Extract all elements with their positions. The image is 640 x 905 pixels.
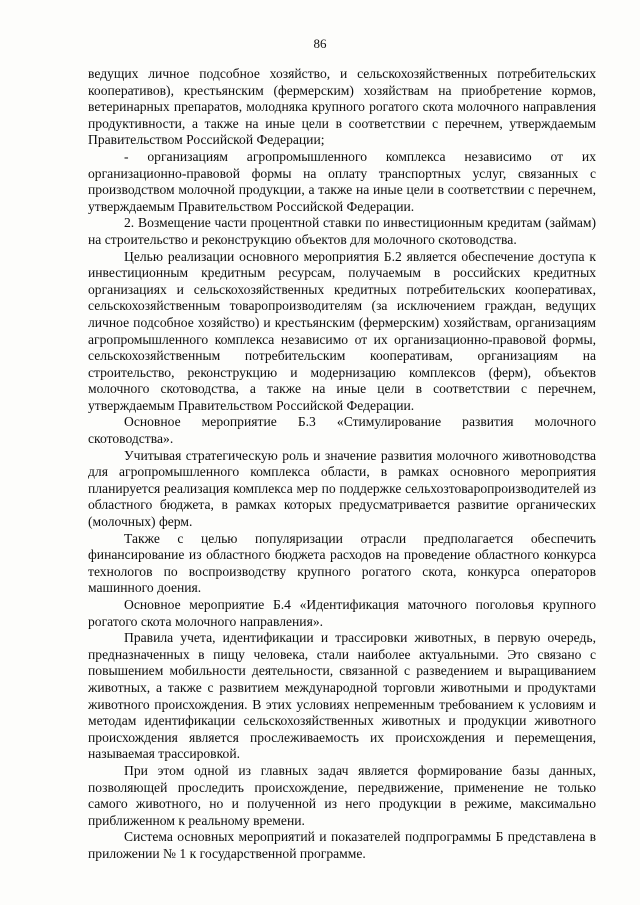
paragraph: Целью реализации основного мероприятия Б.2 является обеспечение доступа к инвестиционным кредитным ресурсам, получаемым в российских кредитных организациях и сельскохозяйственных кредитных потребительских кооперативах, сельскохозяйственным товаропроизводителям (за исключением граждан, ведущих личное подсобное хозяйство) и крестьянским (фермерским) хозяйствам, организациям агропромышленного комплекса независимо от их организационно-правовой формы, сельскохозяйственным потребительским кооперативам, организациям на строительство, реконструкцию и модернизацию комплексов (ферм), объектов молочного скотоводства, а также на иные цели в соответствии с перечнем, утверждаемым Правительством Российской Федерации. xyxy=(88,248,596,413)
page-number: 86 xyxy=(313,36,327,51)
paragraph-continuation: ведущих личное подсобное хозяйство, и сельскохозяйственных потребительских кооперативов), крестьянским (фермерским) хозяйствам на приобретение кормов, ветеринарных препаратов, молодняка крупного рогатого скота молочного направления продуктивности, а также на иные цели в соответствии с перечнем, утверждаемым Правительством Российской Федерации; xyxy=(88,66,596,148)
paragraph: Правила учета, идентификации и трассировки животных, в первую очередь, предназначенных в пищу человека, стали наиболее актуальными. Это связано с повышением мобильности деятельности, связанной с разведением и выращиванием животных, а также с развитием международной торговли животными и продуктами животного происхождения. В этих условиях непременным требованием к условиям и методам идентификации сельскохозяйственных животных и продукции животного происхождения является прослеживаемость их происхождения и перемещения, называемая трассировкой. xyxy=(88,630,596,762)
paragraph-list-item: - организациям агропромышленного комплекса независимо от их организационно-правовой формы на оплату транспортных услуг, связанных с производством молочной продукции, а также на иные цели в соответствии с перечнем, утверждаемым Правительством Российской Федерации. xyxy=(88,148,596,214)
paragraph: Учитывая стратегическую роль и значение развития молочного животноводства для агропромышленного комплекса области, в рамках основного мероприятия планируется реализация комплекса мер по поддержке сельхозтоваропроизводителей из областного бюджета, в рамках которых предусматривается развитие органических (молочных) ферм. xyxy=(88,447,596,530)
paragraph: Также с целью популяризации отрасли предполагается обеспечить финансирование из областного бюджета расходов на проведение областного конкурса технологов по воспроизводству крупного рогатого скота, конкурса операторов машинного доения. xyxy=(88,530,596,596)
paragraph-heading-b4: Основное мероприятие Б.4 «Идентификация маточного поголовья крупного рогатого скота молочного направления». xyxy=(88,597,596,629)
paragraph-item-2: 2. Возмещение части процентной ставки по инвестиционным кредитам (займам) на строительство и реконструкцию объектов для молочного скотоводства. xyxy=(88,215,596,247)
paragraph: При этом одной из главных задач является формирование базы данных, позволяющей проследить происхождение, передвижение, применение не только самого животного, но и полученной из него продукции в режиме, максимально приближенном к реальному времени. xyxy=(88,762,596,828)
paragraph: Система основных мероприятий и показателей подпрограммы Б представлена в приложении № 1 к государственной программе. xyxy=(88,829,596,861)
paragraph-heading-b3: Основное мероприятие Б.3 «Стимулирование развития молочного скотоводства». xyxy=(88,414,596,447)
page-content xyxy=(88,66,596,863)
